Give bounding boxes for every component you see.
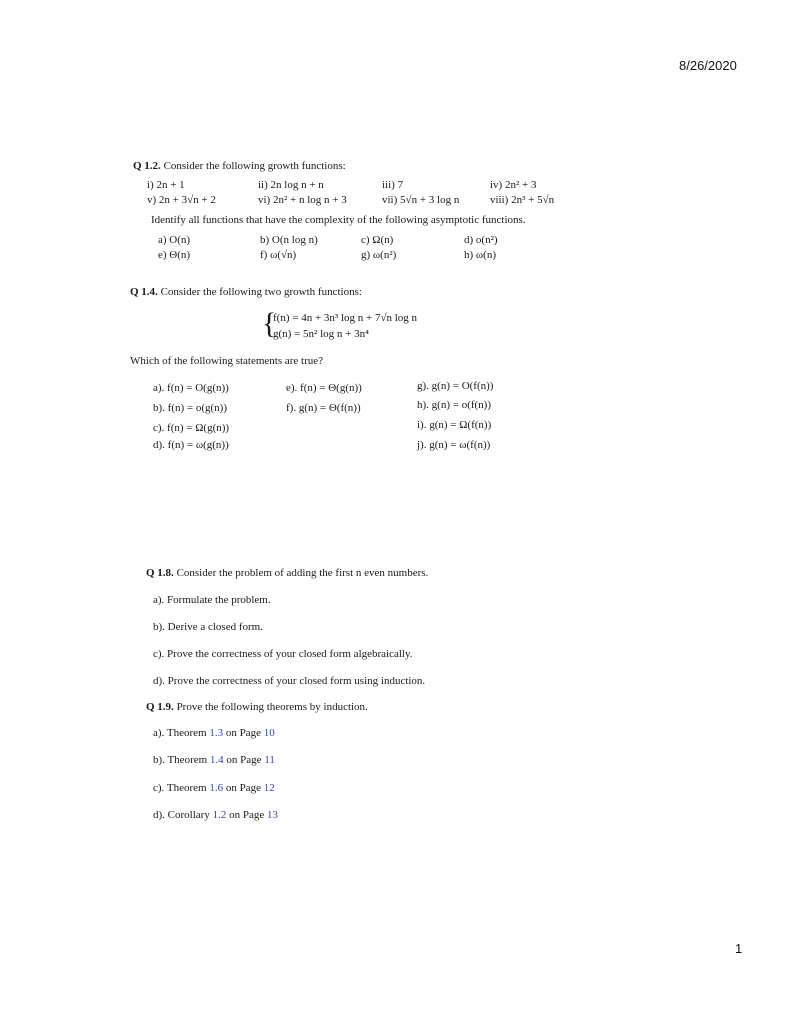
q12-identify: Identify all functions that have the complexity of the following asymptotic functions. bbox=[151, 214, 526, 226]
q14-heading bbox=[130, 286, 362, 298]
q19-item-a-mid: on Page bbox=[225, 727, 261, 739]
q12-option-f: f) ω(√n) bbox=[260, 249, 297, 261]
q12-func-4: iv) 2n² + 3 bbox=[490, 179, 537, 191]
page-number: 1 bbox=[735, 941, 743, 956]
q18-item-b: b). Derive a closed form. bbox=[153, 621, 263, 633]
corollary-1-2-link[interactable]: 1.2 bbox=[212, 809, 227, 821]
q18-label: Q 1.8. bbox=[146, 567, 174, 579]
q14-g-definition: g(n) = 5n² log n + 3n⁴ bbox=[273, 328, 369, 340]
q19-text: Prove the following theorems by induction. bbox=[176, 701, 368, 713]
q12-option-g: g) ω(n²) bbox=[361, 249, 397, 261]
q14-statement-f: f). g(n) = Θ(f(n)) bbox=[286, 402, 361, 414]
q12-func-2: ii) 2n log n + n bbox=[258, 179, 324, 191]
q14-statement-j: j). g(n) = ω(f(n)) bbox=[417, 439, 491, 451]
page-13-link[interactable]: 13 bbox=[266, 809, 278, 821]
q14-statement-c: c). f(n) = Ω(g(n)) bbox=[153, 422, 230, 434]
theorem-1-6-link[interactable]: 1.6 bbox=[209, 782, 224, 794]
q18-item-a: a). Formulate the problem. bbox=[153, 594, 271, 606]
q18-item-d: d). Prove the correctness of your closed form using induction. bbox=[153, 675, 426, 687]
page-10-link[interactable]: 10 bbox=[263, 727, 275, 739]
q12-func-5: v) 2n + 3√n + 2 bbox=[147, 194, 216, 206]
q19-item-b bbox=[153, 754, 275, 766]
q14-brace: { bbox=[262, 307, 277, 340]
q12-option-h: h) ω(n) bbox=[464, 249, 496, 261]
q12-option-a: a) O(n) bbox=[158, 234, 191, 246]
q12-func-1: i) 2n + 1 bbox=[147, 179, 185, 191]
page-12-link[interactable]: 12 bbox=[263, 782, 275, 794]
q19-item-d-mid: on Page bbox=[229, 809, 265, 821]
q14-statement-h: h). g(n) = o(f(n)) bbox=[417, 399, 492, 411]
q19-item-a bbox=[153, 727, 275, 739]
q19-item-c-mid: on Page bbox=[225, 782, 261, 794]
q12-heading bbox=[133, 160, 346, 172]
q12-option-d: d) o(n²) bbox=[464, 234, 498, 246]
q12-label: Q 1.2. bbox=[133, 160, 161, 172]
page-11-link[interactable]: 11 bbox=[264, 754, 275, 766]
q19-label: Q 1.9. bbox=[146, 701, 174, 713]
q14-f-definition: f(n) = 4n + 3n³ log n + 7√n log n bbox=[273, 312, 418, 324]
q12-func-8: viii) 2n³ + 5√n bbox=[490, 194, 555, 206]
q14-statement-a: a). f(n) = O(g(n)) bbox=[153, 382, 229, 394]
theorem-1-4-link[interactable]: 1.4 bbox=[209, 754, 224, 766]
q19-item-a-prefix: a). Theorem bbox=[153, 727, 207, 739]
q12-text: Consider the following growth functions: bbox=[163, 160, 346, 172]
header-date: 8/26/2020 bbox=[679, 58, 737, 73]
q12-option-b: b) O(n log n) bbox=[260, 234, 318, 246]
q14-label: Q 1.4. bbox=[130, 286, 158, 298]
q14-statement-g: g). g(n) = O(f(n)) bbox=[417, 380, 494, 392]
q12-option-c: c) Ω(n) bbox=[361, 234, 394, 246]
q12-option-e: e) Θ(n) bbox=[158, 249, 191, 261]
q14-question: Which of the following statements are true? bbox=[130, 355, 324, 367]
q19-item-d bbox=[153, 809, 278, 821]
q14-statement-b: b). f(n) = o(g(n)) bbox=[153, 402, 228, 414]
q14-statement-d: d). f(n) = ω(g(n)) bbox=[153, 439, 229, 451]
q12-func-6: vi) 2n² + n log n + 3 bbox=[258, 194, 347, 206]
q19-heading bbox=[146, 701, 368, 713]
q14-statement-e: e). f(n) = Θ(g(n)) bbox=[286, 382, 362, 394]
q14-statement-i: i). g(n) = Ω(f(n)) bbox=[417, 419, 492, 431]
q19-item-b-prefix: b). Theorem bbox=[153, 754, 208, 766]
q12-func-3: iii) 7 bbox=[382, 179, 404, 191]
q18-heading bbox=[146, 567, 428, 579]
q19-item-c-prefix: c). Theorem bbox=[153, 782, 207, 794]
q14-text: Consider the following two growth functions: bbox=[160, 286, 362, 298]
q19-item-d-prefix: d). Corollary bbox=[153, 809, 210, 821]
q18-text: Consider the problem of adding the first n even numbers. bbox=[176, 567, 429, 579]
q19-item-b-mid: on Page bbox=[226, 754, 262, 766]
theorem-1-3-link[interactable]: 1.3 bbox=[209, 727, 224, 739]
q19-item-c bbox=[153, 782, 275, 794]
q12-func-7: vii) 5√n + 3 log n bbox=[382, 194, 460, 206]
q18-item-c: c). Prove the correctness of your closed form algebraically. bbox=[153, 648, 413, 660]
